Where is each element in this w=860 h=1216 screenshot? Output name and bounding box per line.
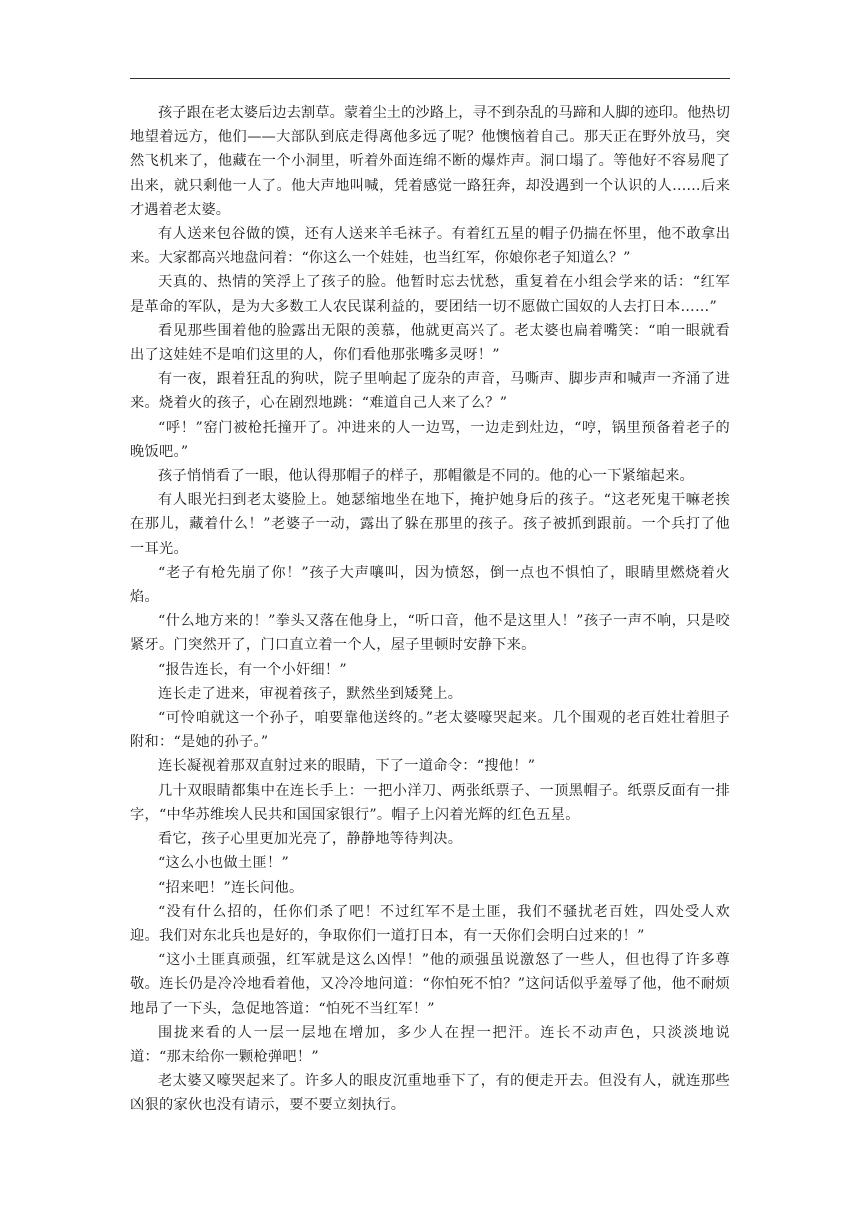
story-text [130,101,730,1118]
paragraph: 天真的、热情的笑浮上了孩子的脸。他暂时忘去忧愁，重复着在小组会学来的话：“红军是革命的军队，是为大多数工人农民谋利益的，要团结一切不愿做亡国奴的人去打日本……” [130,274,730,315]
paragraph: 连长凝视着那双直射过来的眼睛，下了一道命令：“搜他！” [158,758,536,775]
paragraph: 有人送来包谷做的馍，还有人送来羊毛袜子。有着红五星的帽子仍揣在怀里，他不敢拿出来。大家都高兴地盘问着：“你这么一个娃娃，也当红军，你娘你老子知道么？” [130,226,730,267]
paragraph: “这小土匪真顽强，红军就是这么凶悍！”他的顽强虽说激怒了一些人，但也得了许多尊敬。连长仍是冷冷地看着他，又冷冷地问道：“你怕死不怕？”这问话似乎羞辱了他，他不耐烦地昂了一下头，急促地答道：“怕死不当红军！” [130,952,730,1017]
paragraph: 围拢来看的人一层一层地在增加，多少人在捏一把汗。连长不动声色，只淡淡地说道：“那末给你一颗枪弹吧！” [130,1024,730,1065]
paragraph: 有一夜，跟着狂乱的狗吠，院子里响起了庞杂的声音，马嘶声、脚步声和喊声一齐涌了进来。烧着火的孩子，心在剧烈地跳：“难道自己人来了么？” [130,371,730,412]
paragraph: “什么地方来的！”拳头又落在他身上，“听口音，他不是这里人！”孩子一声不响，只是咬紧牙。门突然开了，门口直立着一个人，屋子里顿时安静下来。 [130,613,730,654]
paragraph: “报告连长，有一个小奸细！” [158,661,347,678]
paragraph: “可怜咱就这一个孙子，咱要靠他送终的。”老太婆嚎哭起来。几个围观的老百姓壮着胆子附和：“是她的孙子。” [130,710,730,751]
paragraph: 连长走了进来，审视着孩子，默然坐到矮凳上。 [158,685,463,702]
paragraph: “老子有枪先崩了你！”孩子大声嚷叫，因为愤怒，倒一点也不惧怕了，眼睛里燃烧着火焰。 [130,564,730,606]
header-rule [130,78,730,79]
paragraph: “没有什么招的，任你们杀了吧！不过红军不是土匪，我们不骚扰老百姓，四处受人欢迎。我们对东北兵也是好的，争取你们一道打日本，有一天你们会明白过来的！” [130,903,730,944]
paragraph: “这么小也做土匪！” [158,855,290,872]
paragraph: 孩子跟在老太婆后边去割草。蒙着尘土的沙路上，寻不到杂乱的马蹄和人脚的迹印。他热切地望着远方，他们——大部队到底走得离他多远了呢？他懊恼着自己。那天正在野外放马，突然飞机来了，他藏在一个小洞里，听着外面连绵不断的爆炸声。洞口塌了。等他好不容易爬了出来，就只剩他一人了。他大声地叫喊，凭着感觉一路狂奔，却没遇到一个认识的人……后来才遇着老太婆。 [130,105,730,218]
paragraph: “招来吧！”连长问他。 [158,879,304,896]
paragraph: 有人眼光扫到老太婆脸上。她瑟缩地坐在地下，掩护她身后的孩子。“这老死鬼干嘛老挨在那儿，藏着什么！”老婆子一动，露出了躲在那里的孩子。孩子被抓到跟前。一个兵打了他一耳光。 [130,492,730,557]
paragraph: 看见那些围着他的脸露出无限的羡慕，他就更高兴了。老太婆也扁着嘴笑：“咱一眼就看出了这娃娃不是咱们这里的人，你们看他那张嘴多灵呀！” [130,322,730,364]
paragraph: 孩子悄悄看了一眼，他认得那帽子的样子，那帽徽是不同的。他的心一下紧缩起来。 [158,468,695,485]
paragraph: 几十双眼睛都集中在连长手上：一把小洋刀、两张纸票子、一顶黑帽子。纸票反面有一排字，“中华苏维埃人民共和国国家银行”。帽子上闪着光辉的红色五星。 [130,782,730,823]
paragraph: “呼！”窑门被枪托撞开了。冲进来的人一边骂，一边走到灶边，“哼，锅里预备着老子的晚饭吧。” [130,419,730,460]
paragraph: 看它，孩子心里更加光亮了，静静地等待判决。 [158,831,463,848]
paragraph: 老太婆又嚎哭起来了。许多人的眼皮沉重地垂下了，有的便走开去。但没有人，就连那些凶狠的家伙也没有请示，要不要立刻执行。 [130,1073,730,1114]
